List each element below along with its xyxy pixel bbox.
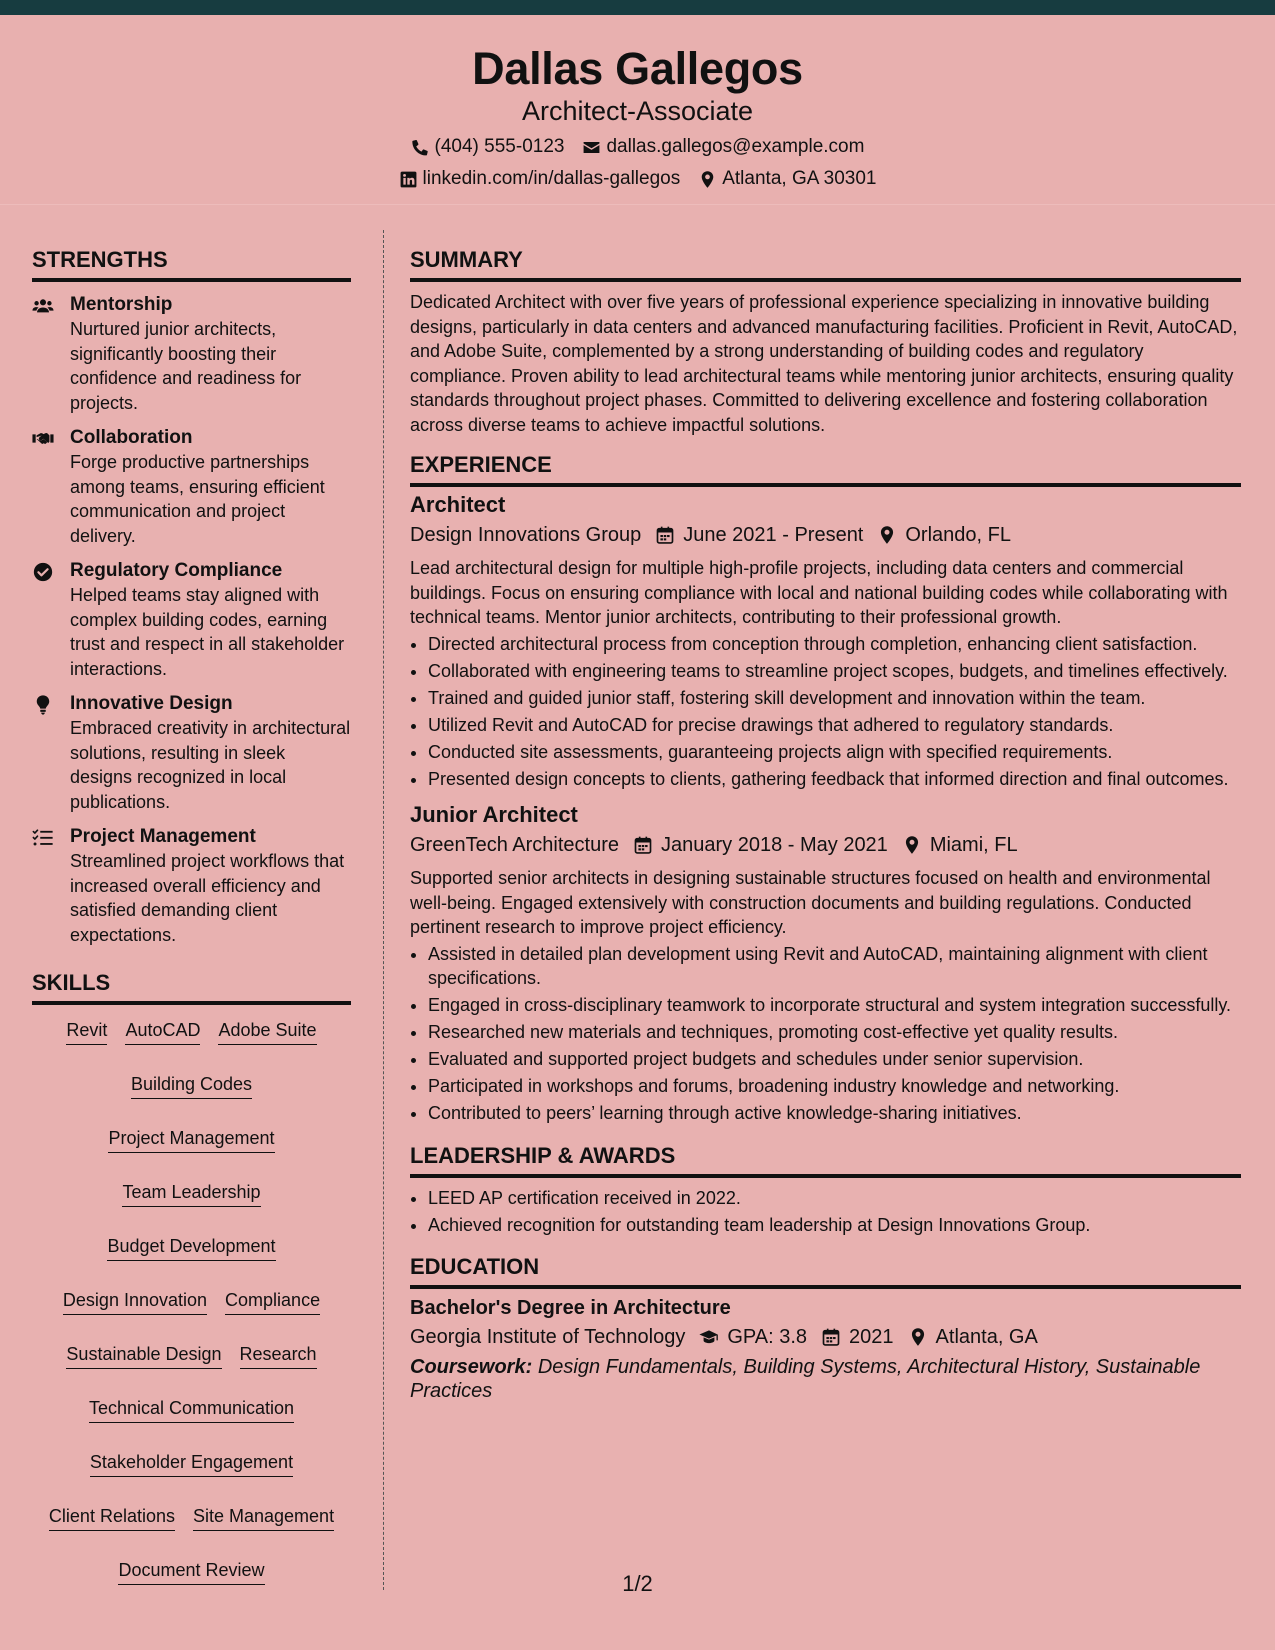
job-description: Lead architectural design for multiple high-profile projects, including data centers and commercial buildings. Focus on ensuring compliance with local and national building codes while collaborating with technical teams. Mentor junior architects, contributing to their professional growth. bbox=[410, 558, 1228, 627]
coursework-text: Design Fundamentals, Building Systems, Architectural History, Sustainable Practices bbox=[410, 1356, 1201, 1402]
strength-item bbox=[32, 559, 351, 681]
job-company: GreenTech Architecture bbox=[410, 834, 619, 856]
contact-row-1 bbox=[0, 136, 1275, 158]
experience-title: EXPERIENCE bbox=[410, 447, 1241, 487]
strength-name: Collaboration bbox=[70, 427, 193, 448]
map-pin-icon bbox=[902, 835, 922, 855]
skill-tag: Compliance bbox=[225, 1287, 320, 1315]
calendar-icon bbox=[655, 525, 675, 545]
strength-desc: Streamlined project workflows that increased overall efficiency and satisfied demanding client expectations. bbox=[70, 851, 345, 945]
skill-tag: Adobe Suite bbox=[218, 1017, 316, 1045]
contact-row-2 bbox=[0, 168, 1275, 190]
bullet-item: • Trained and guided junior staff, fostering skill development and innovation within the team. bbox=[428, 686, 1241, 711]
phone-text: (404) 555-0123 bbox=[434, 136, 565, 157]
strength-name: Innovative Design bbox=[70, 693, 233, 714]
map-pin-icon bbox=[877, 525, 897, 545]
education-meta bbox=[410, 1324, 1241, 1350]
calendar-icon bbox=[633, 835, 653, 855]
bullet-item: • LEED AP certification received in 2022. bbox=[428, 1186, 1241, 1211]
summary-title: SUMMARY bbox=[410, 242, 1241, 282]
skill-tag: Site Management bbox=[193, 1503, 334, 1531]
job-dates: June 2021 - Present bbox=[683, 524, 864, 546]
linkedin-text: linkedin.com/in/dallas-gallegos bbox=[422, 168, 681, 189]
graduation-cap-icon bbox=[699, 1327, 719, 1347]
skill-tag: Client Relations bbox=[49, 1503, 175, 1531]
phone-icon bbox=[411, 138, 430, 157]
candidate-role: Architect-Associate bbox=[521, 96, 754, 126]
resume-header bbox=[0, 15, 1275, 205]
bullet-item: • Conducted site assessments, guaranteeing projects align with specified requirements. bbox=[428, 740, 1241, 765]
strength-desc: Embraced creativity in architectural solutions, resulting in sleek designs recognized in local publications. bbox=[70, 718, 351, 812]
bullet-item: • Participated in workshops and forums, broadening industry knowledge and networking. bbox=[428, 1074, 1241, 1099]
strength-name: Mentorship bbox=[70, 294, 173, 315]
summary-text: Dedicated Architect with over five years of professional experience specializing in innovative building designs, particularly in data centers and advanced manufacturing facilities. Proficient in Revit, AutoCAD, and Adobe Suite, complemented by a strong understanding of building codes and regulatory compliance. Proven ability to lead architectural teams while mentoring junior architects, ensuring quality standards throughout project phases. Committed to delivering excellence and fostering collaboration across diverse teams to achieve impactful solutions. bbox=[410, 292, 1238, 435]
job-location: Orlando, FL bbox=[905, 524, 1011, 546]
strength-desc: Helped teams stay aligned with complex building codes, earning trust and respect in all stakeholder interactions. bbox=[70, 585, 345, 679]
strength-desc: Forge productive partnerships among teams, ensuring efficient communication and project delivery. bbox=[70, 452, 325, 546]
bullet-item: • Assisted in detailed plan development using Revit and AutoCAD, maintaining alignment with client specifications. bbox=[428, 942, 1241, 991]
education-gpa: GPA: 3.8 bbox=[727, 1326, 808, 1348]
education-location: Atlanta, GA bbox=[935, 1326, 1038, 1348]
leadership-list bbox=[410, 1186, 1241, 1238]
skill-tag: Team Leadership bbox=[122, 1179, 260, 1207]
lightbulb-icon bbox=[32, 694, 54, 716]
bullet-item: • Engaged in cross-disciplinary teamwork to incorporate structural and system integration successfully. bbox=[428, 993, 1241, 1018]
skill-tag: Revit bbox=[66, 1017, 107, 1045]
map-pin-icon bbox=[908, 1327, 928, 1347]
job-description: Supported senior architects in designing sustainable structures focused on health and environmental well-being. Engaged extensively with construction documents and building regulations. Conducted pertinent research to improve project efficiency. bbox=[410, 868, 1211, 937]
job-title: Junior Architect bbox=[410, 802, 578, 827]
skills-title: SKILLS bbox=[32, 965, 351, 1005]
bullet-item: • Researched new materials and techniques, promoting cost-effective yet quality results. bbox=[428, 1020, 1241, 1045]
skill-tag: Technical Communication bbox=[89, 1395, 294, 1423]
skill-tag: Sustainable Design bbox=[66, 1341, 221, 1369]
education-degree: Bachelor's Degree in Architecture bbox=[410, 1297, 731, 1319]
skills-list bbox=[32, 1017, 351, 1585]
skill-tag: Stakeholder Engagement bbox=[90, 1449, 293, 1477]
skill-tag: Project Management bbox=[108, 1125, 274, 1153]
job-entry bbox=[410, 491, 1241, 791]
job-bullets bbox=[410, 942, 1241, 1126]
strength-item bbox=[32, 426, 351, 548]
skill-tag: Document Review bbox=[118, 1557, 264, 1585]
coursework bbox=[410, 1355, 1241, 1403]
strength-item bbox=[32, 825, 351, 947]
email-text: dallas.gallegos@example.com bbox=[606, 136, 865, 157]
job-title: Architect bbox=[410, 492, 506, 517]
contact-linkedin[interactable] bbox=[399, 168, 681, 190]
contact-email[interactable] bbox=[582, 136, 864, 158]
skill-tag: Design Innovation bbox=[63, 1287, 207, 1315]
bullet-item: • Directed architectural process from conception through completion, enhancing client satisfaction. bbox=[428, 632, 1241, 657]
bullet-item: • Collaborated with engineering teams to streamline project scopes, budgets, and timelines effectively. bbox=[428, 659, 1241, 684]
bullet-item: • Utilized Revit and AutoCAD for precise drawings that adhered to regulatory standards. bbox=[428, 713, 1241, 738]
bullet-item: • Achieved recognition for outstanding team leadership at Design Innovations Group. bbox=[428, 1213, 1241, 1238]
contact-phone[interactable] bbox=[411, 136, 565, 158]
skill-tag: Building Codes bbox=[131, 1071, 252, 1099]
leadership-title: LEADERSHIP & AWARDS bbox=[410, 1138, 1241, 1178]
calendar-icon bbox=[821, 1327, 841, 1347]
bullet-item: • Contributed to peers’ learning through active knowledge-sharing initiatives. bbox=[428, 1101, 1241, 1126]
education-school: Georgia Institute of Technology bbox=[410, 1326, 686, 1348]
left-column bbox=[32, 242, 351, 1585]
page-number: 1/2 bbox=[622, 1571, 653, 1596]
strength-desc: Nurtured junior architects, significantly boosting their confidence and readiness for projects. bbox=[70, 319, 302, 413]
candidate-name: Dallas Gallegos bbox=[472, 43, 803, 94]
envelope-icon bbox=[582, 138, 601, 157]
list-check-icon bbox=[32, 827, 54, 849]
contact-location bbox=[698, 168, 876, 190]
strength-name: Project Management bbox=[70, 826, 256, 847]
right-column bbox=[410, 242, 1241, 1403]
education-title: EDUCATION bbox=[410, 1249, 1241, 1289]
handshake-icon bbox=[32, 428, 54, 450]
skill-tag: Budget Development bbox=[107, 1233, 275, 1261]
bullet-item: • Evaluated and supported project budgets and schedules under senior supervision. bbox=[428, 1047, 1241, 1072]
education-year: 2021 bbox=[849, 1326, 894, 1348]
column-divider bbox=[383, 230, 384, 1590]
job-meta bbox=[410, 832, 1241, 858]
job-company: Design Innovations Group bbox=[410, 524, 642, 546]
skill-tag: AutoCAD bbox=[125, 1017, 200, 1045]
check-circle-icon bbox=[32, 561, 54, 583]
strength-name: Regulatory Compliance bbox=[70, 560, 283, 581]
strength-item bbox=[32, 692, 351, 814]
job-meta bbox=[410, 522, 1241, 548]
job-dates: January 2018 - May 2021 bbox=[661, 834, 888, 856]
skill-tag: Research bbox=[240, 1341, 317, 1369]
users-icon bbox=[32, 295, 54, 317]
job-entry bbox=[410, 801, 1241, 1126]
top-bar bbox=[0, 0, 1275, 15]
linkedin-icon bbox=[399, 170, 418, 189]
map-pin-icon bbox=[698, 170, 717, 189]
strengths-title: STRENGTHS bbox=[32, 242, 351, 282]
coursework-label: Coursework: bbox=[410, 1356, 533, 1378]
job-location: Miami, FL bbox=[929, 834, 1018, 856]
bullet-item: • Presented design concepts to clients, gathering feedback that informed direction and final outcomes. bbox=[428, 767, 1241, 792]
strength-item bbox=[32, 293, 351, 415]
location-text: Atlanta, GA 30301 bbox=[722, 168, 877, 189]
job-bullets bbox=[410, 632, 1241, 792]
